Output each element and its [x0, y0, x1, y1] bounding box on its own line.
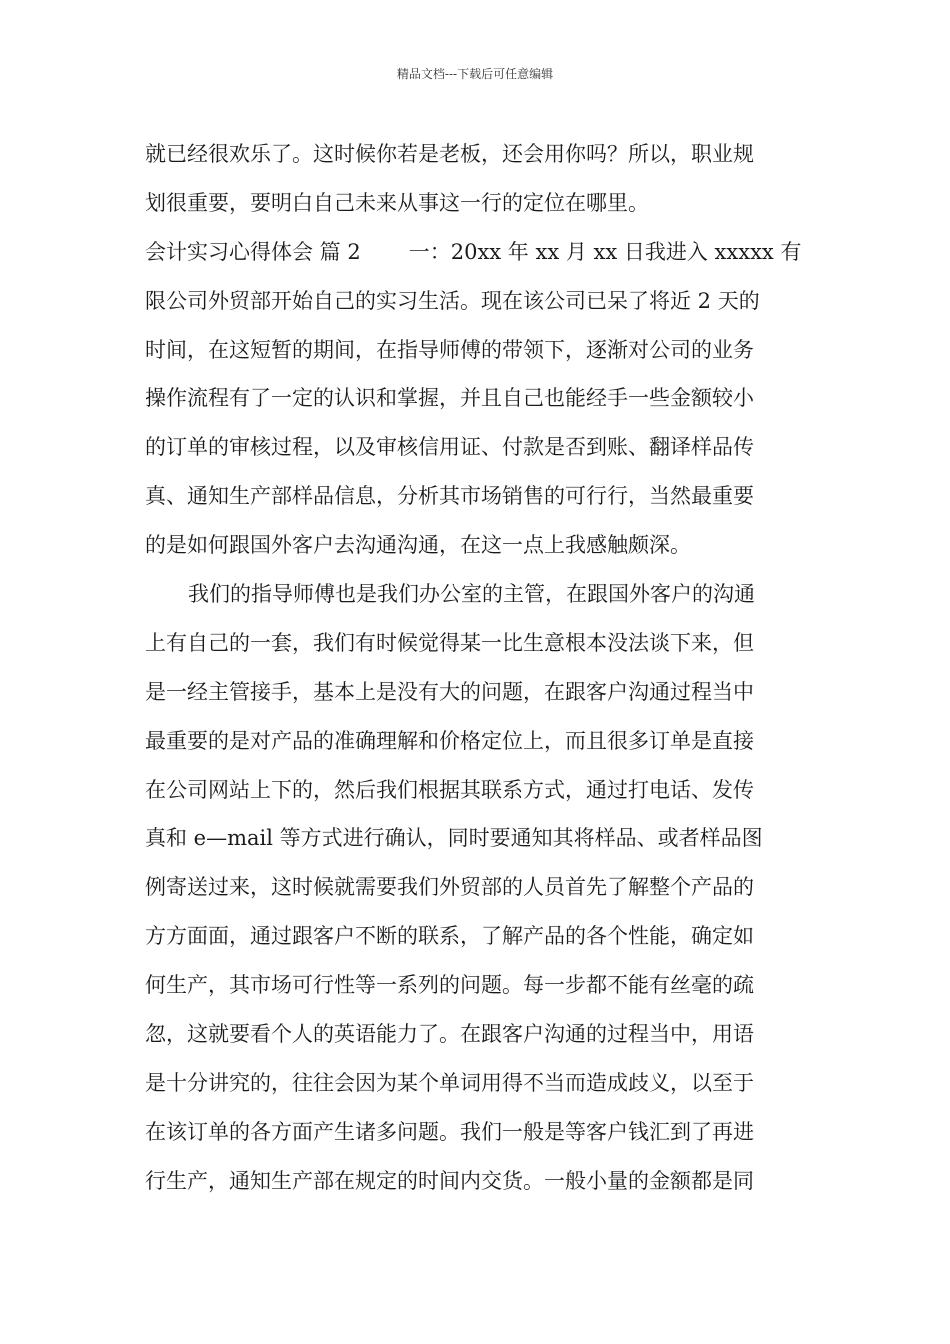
body-line: 何生产，其市场可行性等一系列的问题。每一步都不能有丝毫的疏	[145, 973, 754, 998]
body-line: 在该订单的各方面产生诸多问题。我们一般是等客户钱汇到了再进	[145, 1119, 754, 1144]
body-line: 例寄送过来，这时候就需要我们外贸部的人员首先了解整个产品的	[145, 875, 754, 900]
document-body	[145, 130, 807, 1206]
body-line: 限公司外贸部开始自己的实习生活。现在该公司已呆了将近 2 天的	[145, 288, 760, 313]
body-line: 真和 e—mail 等方式进行确认，同时要通知其将样品、或者样品图	[145, 826, 763, 851]
body-line: 上有自己的一套，我们有时候觉得某一比生意根本没法谈下来，但	[145, 630, 754, 655]
section-title: 会计实习心得体会 篇 2	[145, 239, 361, 264]
body-line: 是一经主管接手，基本上是没有大的问题，在跟客户沟通过程当中	[145, 679, 754, 704]
body-line: 就已经很欢乐了。这时候你若是老板，还会用你吗？所以，职业规	[145, 142, 754, 166]
body-line: 划很重要，要明白自己未来从事这一行的定位在哪里。	[145, 190, 649, 215]
body-line: 的订单的审核过程，以及审核信用证、付款是否到账、翻译样品传	[145, 435, 754, 460]
body-line: 在公司网站上下的，然后我们根据其联系方式，通过打电话、发传	[145, 777, 754, 802]
body-line: 真、通知生产部样品信息，分析其市场销售的可行行，当然最重要	[145, 484, 754, 509]
section-heading-line	[145, 228, 807, 277]
body-line: 的是如何跟国外客户去沟通沟通，在这一点上我感触颇深。	[145, 533, 691, 558]
body-line: 最重要的是对产品的准确理解和价格定位上，而且很多订单是直接	[145, 728, 754, 753]
body-line: 操作流程有了一定的认识和掌握，并且自己也能经手一些金额较小	[145, 386, 754, 411]
section-first-sentence: 一：20xx 年 xx 月 xx 日我进入 xxxxx 有	[408, 239, 802, 264]
paragraph-first-line: 我们的指导师傅也是我们办公室的主管，在跟国外客户的沟通	[188, 582, 755, 607]
page-header: 精品文档---下载后可任意编辑	[396, 67, 554, 81]
body-line: 方方面面，通过跟客户不断的联系，了解产品的各个性能，确定如	[145, 924, 754, 949]
body-line: 行生产，通知生产部在规定的时间内交货。一般小量的金额都是同	[145, 1168, 754, 1193]
body-line: 是十分讲究的，往往会因为某个单词用得不当而造成歧义，以至于	[145, 1070, 754, 1095]
body-line: 忽，这就要看个人的英语能力了。在跟客户沟通的过程当中，用语	[145, 1022, 754, 1047]
body-line: 时间，在这短暂的期间，在指导师傅的带领下，逐渐对公司的业务	[145, 337, 754, 362]
